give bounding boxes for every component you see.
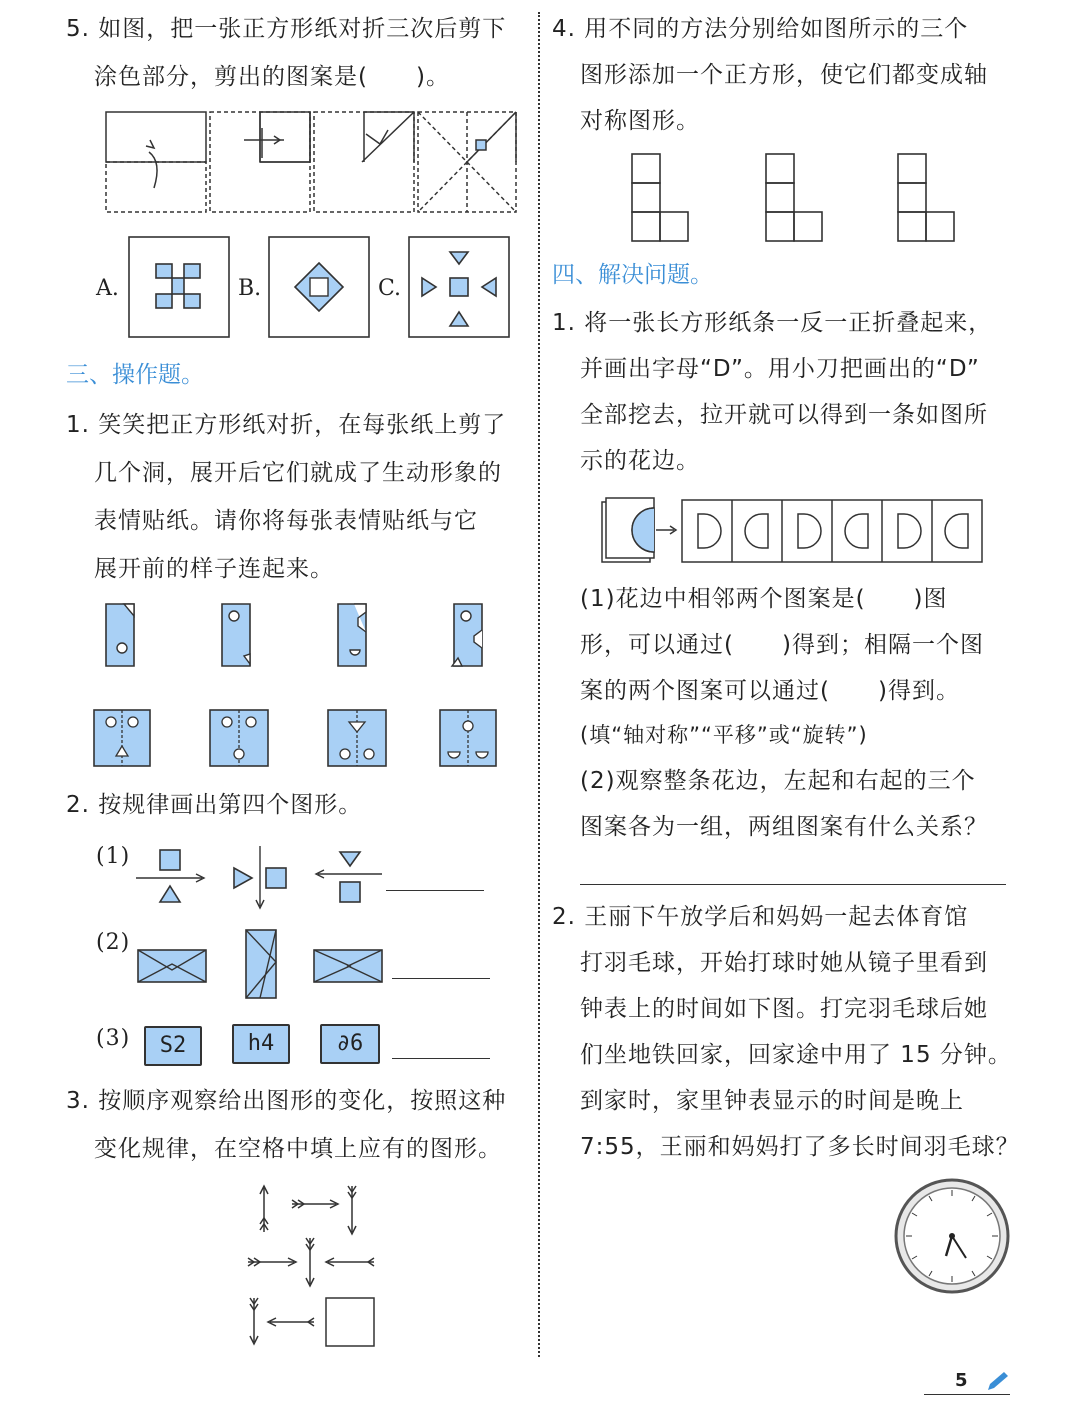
pattern-3-answer-blank[interactable] xyxy=(392,1058,490,1059)
s1-sub2-line2: 图案各为一组，两组图案有什么关系？ xyxy=(580,814,988,840)
pattern-2-answer-blank[interactable] xyxy=(392,978,490,979)
s1-sub1-line2: 形，可以通过( )得到；相隔一个图 xyxy=(580,632,984,658)
s1-line1: 1. 将一张长方形纸条一反一正折叠起来， xyxy=(552,310,993,336)
s1-sub1-line3: 案的两个图案可以通过( )得到。 xyxy=(580,678,960,704)
s2-line2: 打羽毛球，开始打球时她从镜子里看到 xyxy=(580,950,988,976)
lace-strip-figure xyxy=(598,494,990,568)
pattern-card-1: S2 xyxy=(144,1026,202,1066)
section-4-heading: 四、解决问题。 xyxy=(552,262,713,288)
folding-sequence-figure xyxy=(104,110,518,216)
s1-line4: 示的花边。 xyxy=(580,448,700,474)
s2-line1: 2. 王丽下午放学后和妈妈一起去体育馆 xyxy=(552,904,969,930)
op1-line4: 展开前的样子连起来。 xyxy=(94,556,334,582)
q4-line2: 图形添加一个正方形，使它们都变成轴 xyxy=(580,62,988,88)
q4-line3: 对称图形。 xyxy=(580,108,700,134)
column-divider xyxy=(538,12,540,1357)
page-number: 5 xyxy=(955,1370,968,1391)
section-3-heading: 三、操作题。 xyxy=(66,362,204,388)
s1-sub1-line4: (填“轴对称”“平移”或“旋转”) xyxy=(580,723,868,747)
s2-line5: 到家时，家里钟表显示的时间是晚上 xyxy=(580,1088,964,1114)
clock-icon xyxy=(892,1176,1012,1296)
option-a-figure[interactable] xyxy=(128,236,230,338)
l-shapes-figure[interactable] xyxy=(630,152,960,244)
op1-line2: 几个洞，展开后它们就成了生动形象的 xyxy=(94,460,502,486)
s1-sub2-line1: (2)观察整条花边，左起和右起的三个 xyxy=(580,768,976,794)
footer-rule xyxy=(924,1394,1010,1395)
pattern-card-2: h4 xyxy=(232,1024,290,1064)
pattern-card-3: ∂6 xyxy=(320,1024,380,1064)
op3-line1: 3. 按顺序观察给出图形的变化，按照这种 xyxy=(66,1088,507,1114)
s1-line3: 全部挖去，拉开就可以得到一条如图所 xyxy=(580,402,988,428)
q5-line1: 5. 如图，把一张正方形纸对折三次后剪下 xyxy=(66,16,507,42)
s1-line2: 并画出字母“D”。用小刀把画出的“D” xyxy=(580,356,980,382)
s2-line4: 们坐地铁回家，回家途中用了 15 分钟。 xyxy=(580,1042,1012,1068)
s2-line6: 7:55，王丽和妈妈打了多长时间羽毛球？ xyxy=(580,1134,1020,1160)
pattern-row-2 xyxy=(134,926,394,1002)
arrow-grid-figure xyxy=(240,1180,380,1352)
q5-line2: 涂色部分，剪出的图案是( )。 xyxy=(94,64,450,90)
option-c-label[interactable]: C. xyxy=(378,276,402,301)
pencil-icon xyxy=(984,1370,1010,1394)
s1-answer-line[interactable] xyxy=(580,884,1006,885)
option-b-label[interactable]: B. xyxy=(238,276,262,301)
pattern-row-1 xyxy=(130,842,490,910)
s2-line3: 钟表上的时间如下图。打完羽毛球后她 xyxy=(580,996,988,1022)
option-a-label[interactable]: A. xyxy=(96,276,119,301)
op1-line1: 1. 笑笑把正方形纸对折，在每张纸上剪了 xyxy=(66,412,507,438)
op2-label-3: (3) xyxy=(96,1026,131,1051)
op1-line3: 表情贴纸。请你将每张表情贴纸与它 xyxy=(94,508,478,534)
s1-sub1-line1: (1)花边中相邻两个图案是( )图 xyxy=(580,586,948,612)
op2-label-2: (2) xyxy=(96,930,131,955)
pattern-1-answer-blank[interactable] xyxy=(386,890,484,891)
op2-title: 2. 按规律画出第四个图形。 xyxy=(66,792,363,818)
op3-line2: 变化规律，在空格中填上应有的图形。 xyxy=(94,1136,502,1162)
op2-label-1: (1) xyxy=(96,844,131,869)
option-c-figure[interactable] xyxy=(408,236,510,338)
unfolded-stickers-row[interactable] xyxy=(92,708,502,770)
option-b-figure[interactable] xyxy=(268,236,370,338)
q4-line1: 4. 用不同的方法分别给如图所示的三个 xyxy=(552,16,969,42)
folded-papers-row[interactable] xyxy=(96,600,496,670)
